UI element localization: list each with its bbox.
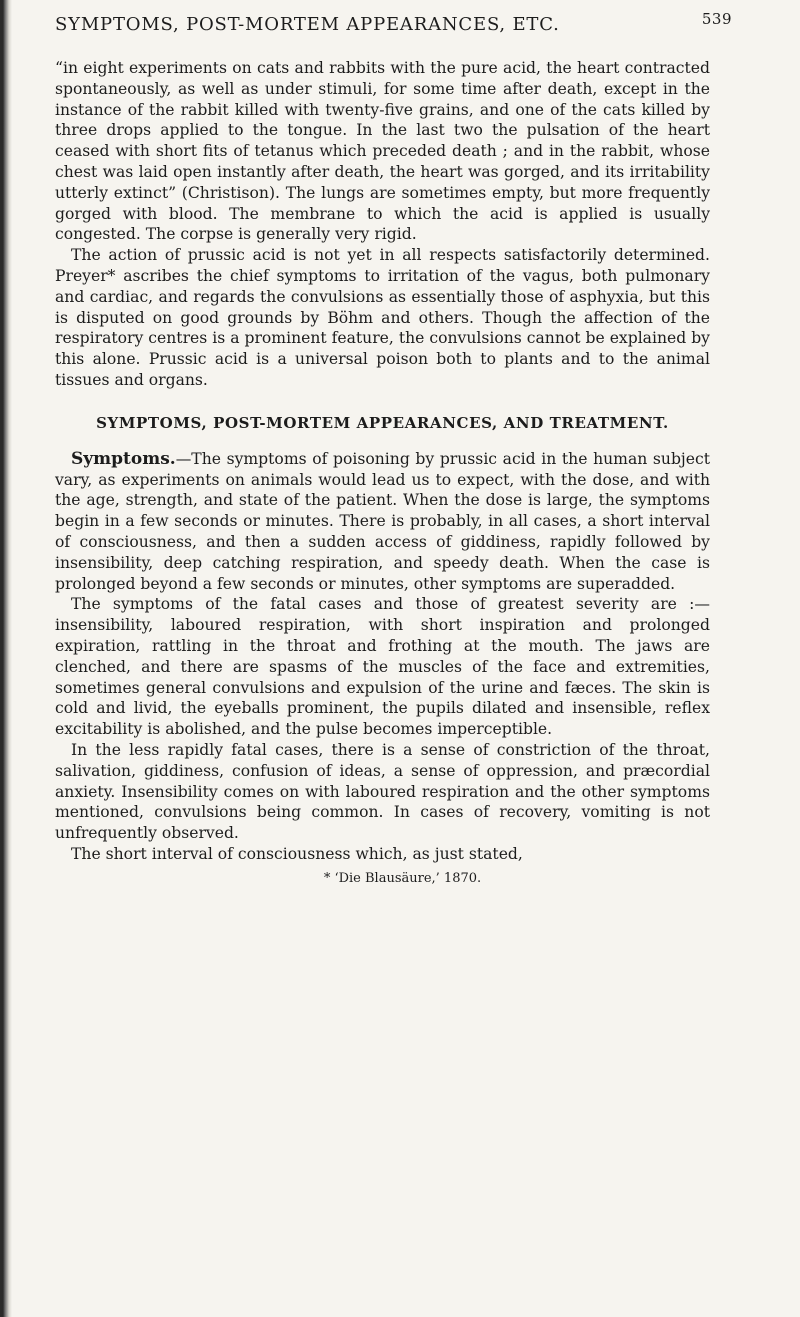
symptoms-text: —The symptoms of poisoning by prussic acid in the human subject vary, as experiments on animals would lead us to expect, with the dose, and with the age, strength, and state of the patient. When the dose is large, the symptoms begin in a few seconds or minutes. There is probably, in all cases, a short interval of consciousness, and then a sudden access of giddiness, rapidly followed by insensibility, deep catching respiration, and speedy death. When the case is prolonged beyond a few seconds or minutes, other symptoms are superadded. [55,449,710,593]
paragraph-action-of-prussic-acid: The action of prussic acid is not yet in all respects satisfactorily determined. Preyer* ascribes the chief symptoms to irritation of the vagus, both pulmonary and cardiac, and regards the convulsions as essentially those of asphyxia, but this is disputed on good grounds by Böhm and others. Though the affection of the respiratory centres is a prominent feature, the convulsions cannot be explained by this alone. Prussic acid is a universal poison both to plants and to the animal tissues and organs. [55,246,710,389]
book-page [55,8,732,886]
page-number: 539 [701,10,732,28]
running-head-title: SYMPTOMS, POST-MORTEM APPEARANCES, ETC. [55,14,560,35]
paragraph-fatal-cases: The symptoms of the fatal cases and those of greatest severity are :—insensibility, laboured respiration, with short inspiration and prolonged expiration, rattling in the throat and frothing at the mouth. The jaws are clenched, and there are spasms of the muscles of the face and extremities, sometimes general convulsions and expulsion of the urine and fæces. The skin is cold and livid, the eyeballs prominent, the pupils dilated and insensible, reflex excitability is abolished, and the pulse becomes imperceptible. [55,595,710,739]
paragraph-symptoms [55,449,710,595]
running-head [55,8,732,42]
footnote: * ‘Die Blausäure,’ 1870. [323,870,482,886]
paragraph-interval-of-consciousness: The short interval of consciousness which, as just stated, [71,844,523,863]
paragraph-quotation: “in eight experiments on cats and rabbits with the pure acid, the heart contracted spontaneously, as well as under stimuli, for some time after death, except in the instance of the rabbit killed with twenty-five grains, and one of the cats killed by three drops applied to the tongue. In the last two the pulsation of the heart ceased with short fits of tetanus which preceded death ; and in the rabbit, whose chest was laid open instantly after death, the heart was gorged, and its irritability utterly extinct” (Christison). The lungs are sometimes empty, but more frequently gorged with blood. The membrane to which the acid is applied is usually congested. The corpse is generally very rigid. [55,59,710,244]
page-binding-edge [0,0,12,1317]
section-heading: SYMPTOMS, POST-MORTEM APPEARANCES, AND TREATMENT. [96,413,669,432]
paragraph-less-fatal-cases: In the less rapidly fatal cases, there is a sense of constriction of the throat, salivation, giddiness, confusion of ideas, a sense of oppression, and præcordial anxiety. Insensibility comes on with laboured respiration and the other symptoms mentioned, convulsions being common. In cases of recovery, vomiting is not unfrequently observed. [55,740,710,843]
run-in-heading-symptoms: Symptoms. [71,448,176,469]
